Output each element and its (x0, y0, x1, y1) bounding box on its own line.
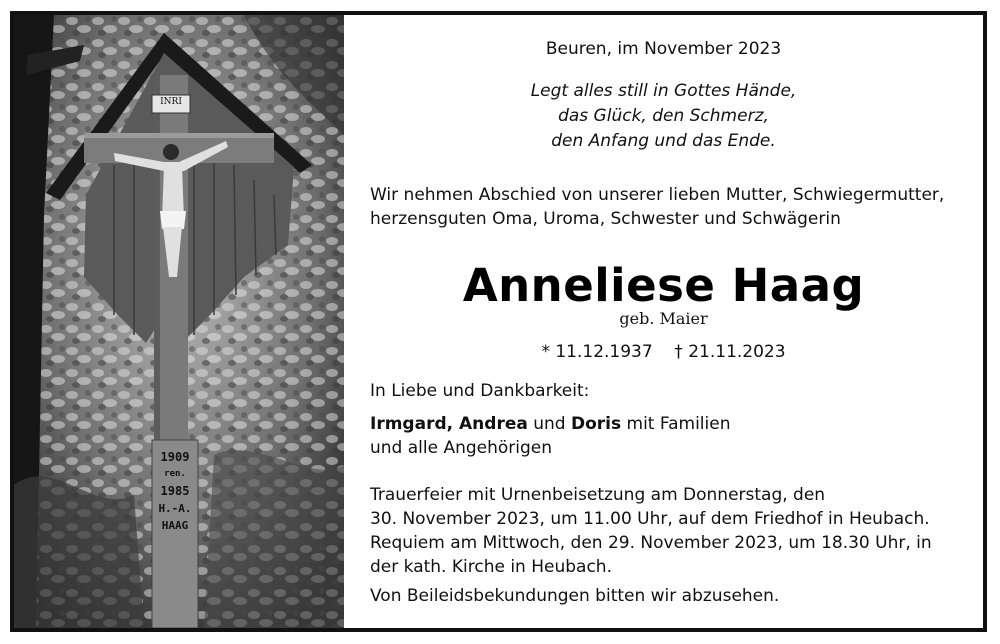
mourner-name: Andrea (459, 414, 528, 434)
mourner-name: Doris (571, 414, 622, 434)
plaque-line: ren. (164, 469, 186, 479)
birth-name: geb. Maier (619, 309, 708, 328)
wayside-cross-photo (14, 15, 344, 628)
mourner-separator: , (446, 414, 460, 434)
mourner-suffix: mit Familien (621, 414, 731, 434)
life-dates: * 11.12.1937 † 21.11.2023 (541, 342, 786, 362)
mourner-name: Irmgard (370, 414, 447, 434)
service-line: Trauerfeier mit Urnenbeisetzung am Donnerstag, den (370, 485, 826, 505)
verse-line: Legt alles still in Gottes Hände, (530, 81, 797, 101)
plaque-line: HAAG (161, 519, 189, 532)
mourners-line (370, 414, 730, 434)
obituary-frame (10, 11, 987, 632)
verse-line: das Glück, den Schmerz, (558, 106, 769, 126)
condolences-line: Von Beileidsbekundungen bitten wir abzusehen. (370, 586, 780, 606)
inri-sign: INRI (160, 97, 182, 107)
intro-line: herzensguten Oma, Uroma, Schwester und Schwägerin (370, 209, 841, 229)
place-date: Beuren, im November 2023 (545, 39, 782, 59)
obituary-text (344, 15, 983, 628)
intro-line: Wir nehmen Abschied von unserer lieben Mutter, Schwiegermutter, (370, 185, 945, 205)
plaque-line: 1985 (160, 484, 190, 498)
mourner-separator: und (527, 414, 571, 434)
plaque-line: H.-A. (158, 502, 192, 515)
cross-plaque (152, 449, 198, 534)
service-line: 30. November 2023, um 11.00 Uhr, auf dem Friedhof in Heubach. (370, 509, 930, 529)
verse-line: den Anfang und das Ende. (551, 131, 776, 151)
thanks-line: In Liebe und Dankbarkeit: (370, 381, 590, 401)
service-line: der kath. Kirche in Heubach. (370, 557, 612, 577)
mourners-line-2: und alle Angehörigen (370, 438, 553, 458)
deceased-name: Anneliese Haag (462, 259, 865, 312)
service-line: Requiem am Mittwoch, den 29. November 2023, um 18.30 Uhr, in (370, 533, 932, 553)
plaque-line: 1909 (160, 450, 190, 464)
